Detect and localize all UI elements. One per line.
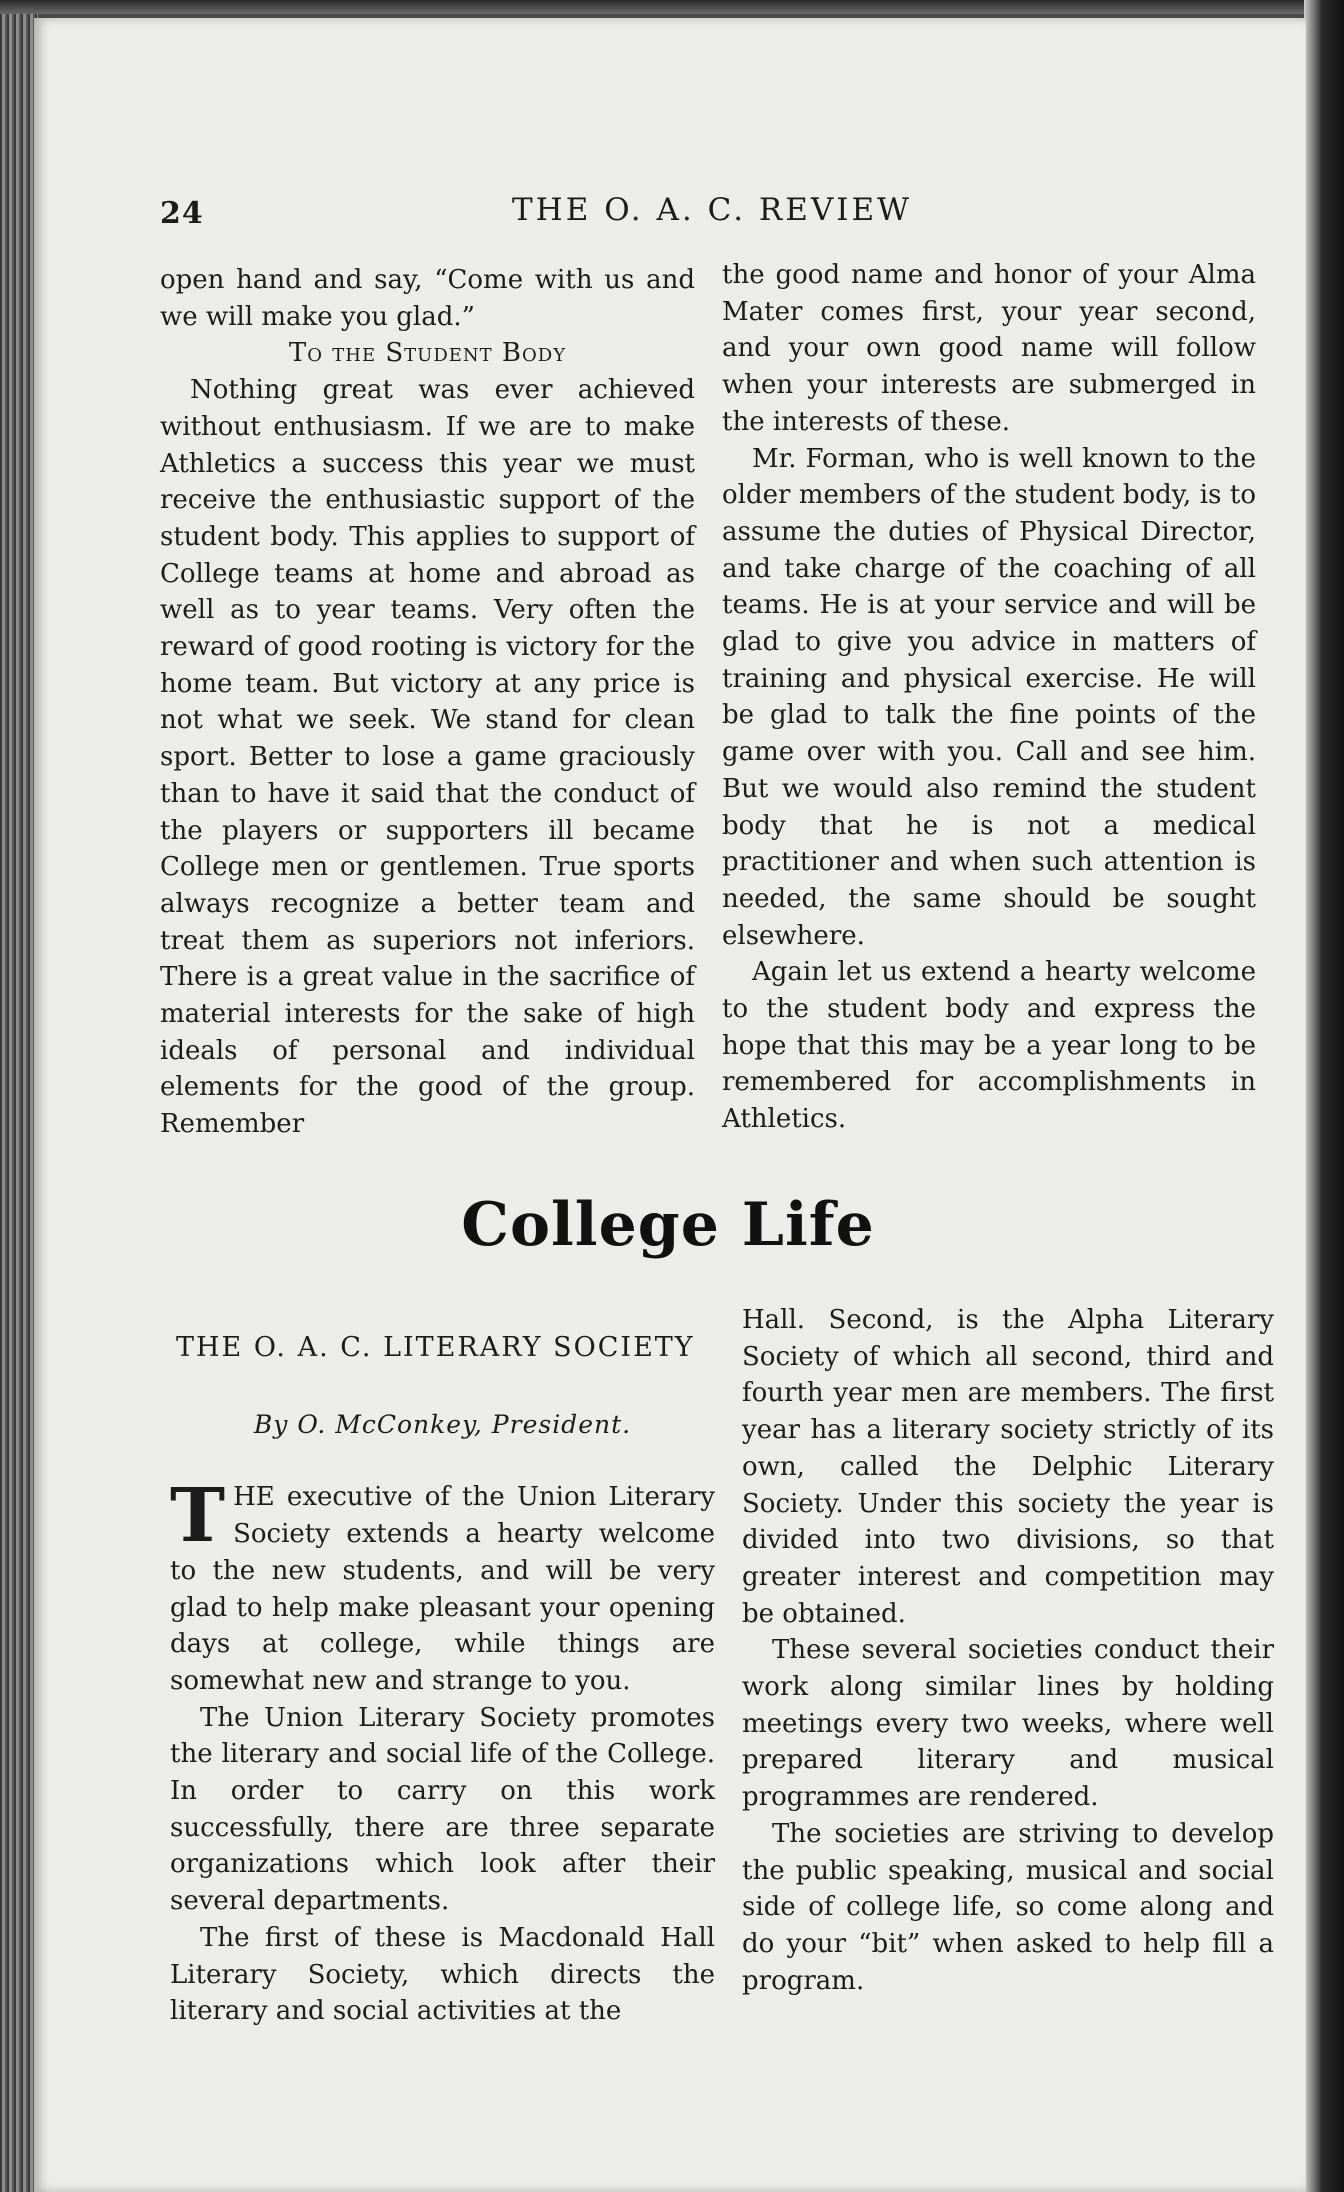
section-heading: College Life (461, 1190, 875, 1260)
article-left-column (170, 1320, 715, 2030)
paragraph: the good name and honor of your Alma Mater comes first, your year second, and your own good name will follow when your interests are submerged in the interests of these. (722, 260, 1256, 437)
top-right-column (722, 257, 1256, 1138)
page-number: 24 (160, 196, 204, 231)
article-title: THE O. A. C. LITERARY SOCIETY (176, 1332, 695, 1363)
paragraph (170, 1473, 715, 1699)
article-right-column (742, 1302, 1274, 1999)
subheading: To the Student Body (288, 338, 567, 369)
paragraph-text: HE executive of the Union Literary Society extends a hearty welcome to the new students, and will be very glad to help make pleasant your opening days at college, while things are somewhat new and strange to you. (170, 1482, 715, 1696)
book-top-edge (0, 0, 1344, 14)
top-left-column (160, 262, 695, 1143)
paragraph: The first of these is Macdonald Hall Literary Society, which directs the literary and social activities at the (170, 1922, 715, 2027)
byline: By O. McConkey, President. (253, 1409, 632, 1439)
paragraph: Nothing great was ever achieved without enthusiasm. If we are to make Athletics a success this year we must receive the enthusiastic support of the student body. This applies to support of College teams at home and abroad as well as to year teams. Very often the reward of good rooting is victory for the home team. But victory at any price is not what we seek. We stand for clean sport. Better to lose a game graciously than to have it said that the conduct of the players or supporters ill became College men or gentlemen. True sports always recognize a better team and treat them as superiors not inferiors. There is a great value in the sacrifice of material interests for the sake of high ideals of personal and individual elements for the good of the group. Remember (160, 375, 695, 1140)
paragraph: Mr. Forman, who is well known to the older members of the student body, is to assume the duties of Physical Director, and take charge of the coaching of all teams. He is at your service and will be glad to give you advice in matters of training and physical exercise. He will be glad to talk the fine points of the game over with you. Call and see him. But we would also remind the student body that he is not a medical practitioner and when such attention is needed, the same should be sought elsewhere. (722, 443, 1256, 951)
paragraph: Hall. Second, is the Alpha Literary Society of which all second, third and fourth year men are members. The first year has a literary society strictly of its own, called the Delphic Literary Society. Under this society the year is divided into two divisions, so that greater interest and competition may be obtained. (742, 1305, 1274, 1629)
paragraph: The Union Literary Society promotes the literary and social life of the College. In order to carry on this work successfully, there are three separate organizations which look after their several departments. (170, 1702, 715, 1917)
running-head: THE O. A. C. REVIEW (512, 192, 913, 228)
book-right-edge (1304, 0, 1344, 2192)
paragraph: open hand and say, “Come with us and we will make you glad.” (160, 265, 695, 332)
book-binding (0, 14, 38, 2192)
paragraph: These several societies conduct their work along similar lines by holding meetings every two weeks, where well prepared literary and musical programmes are rendered. (742, 1635, 1274, 1813)
drop-cap: T (170, 1473, 226, 1560)
paragraph: The societies are striving to develop the public speaking, musical and social side of college life, so come along and do your “bit” when asked to help fill a program. (742, 1818, 1274, 1996)
paragraph: Again let us extend a hearty welcome to the student body and express the hope that this may be a year long to be remembered for accomplishments in Athletics. (722, 957, 1256, 1135)
